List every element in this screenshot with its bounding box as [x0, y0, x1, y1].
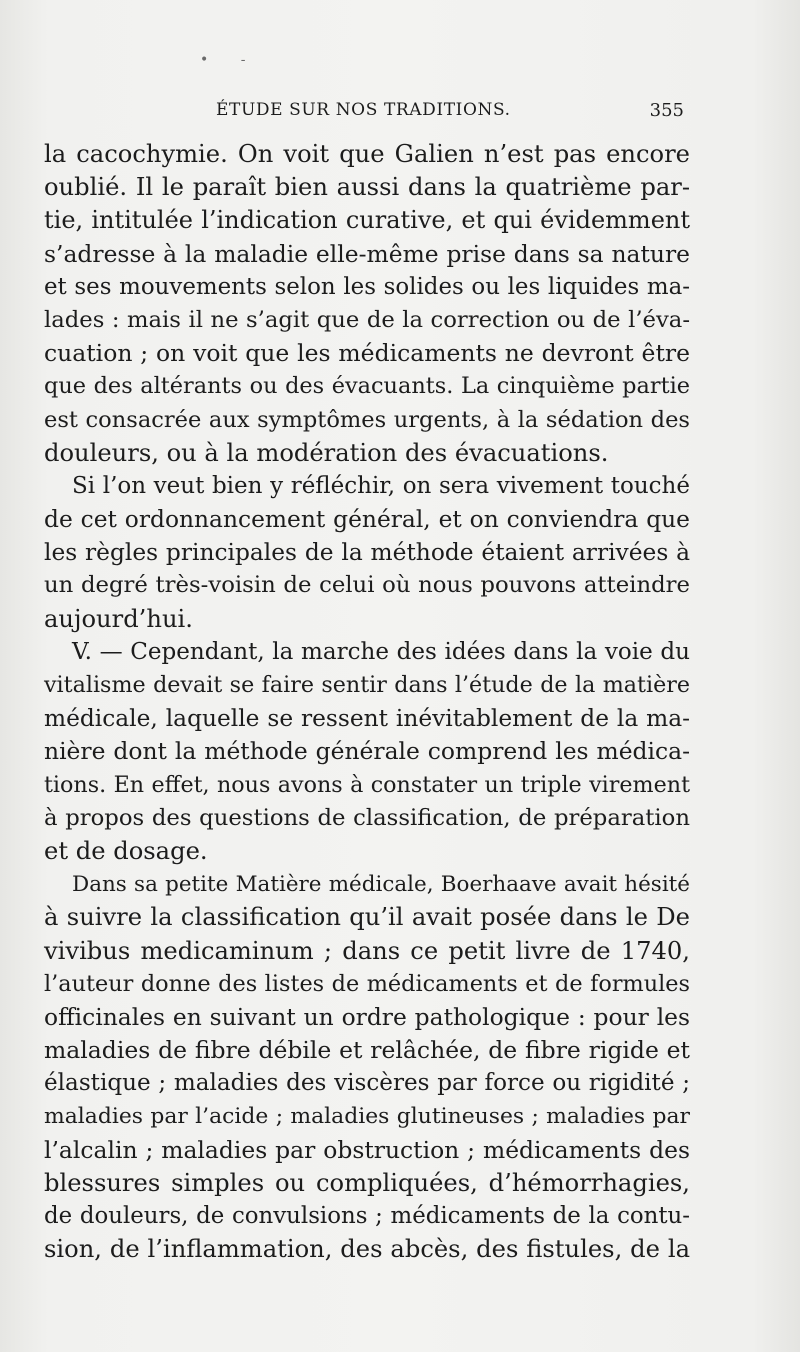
text-line: élastique ; maladies des viscères par force ou rigidité ; [44, 1070, 690, 1097]
text-line: un degré très-voisin de celui où nous pouvons atteindre [44, 572, 690, 599]
text-line: médicale, laquelle se ressent inévitablement de la ma- [44, 705, 690, 733]
text-line: cuation ; on voit que les médicaments ne devront être [44, 339, 690, 368]
text-line: et ses mouvements selon les solides ou les liquides ma- [44, 273, 690, 300]
text-line: maladies par l’acide ; maladies glutineuses ; maladies par [44, 1104, 690, 1130]
text-line: la cacochymie. On voit que Galien n’est pas encore [44, 140, 690, 168]
text-line: tions. En effet, nous avons à constater un triple virement [44, 771, 690, 798]
text-line: oublié. Il le paraît bien aussi dans la quatrième par- [44, 173, 690, 202]
text-line: aujourd’hui. [44, 604, 193, 633]
text-line: tie, intitulée l’indication curative, et qui évidemment [44, 206, 690, 235]
text-line: lades : mais il ne s’agit que de la correction ou de l’éva- [44, 306, 690, 333]
text-line: à suivre la classification qu’il avait posée dans le De [44, 903, 690, 932]
page-header [44, 100, 684, 128]
body-text [44, 138, 690, 1266]
text-line: l’auteur donne des listes de médicaments et de formules [44, 970, 690, 997]
text-line: vitalisme devait se faire sentir dans l’étude de la matière [44, 672, 690, 698]
text-line: maladies de fibre débile et relâchée, de fibre rigide et [44, 1036, 690, 1065]
text-line: et de dosage. [44, 836, 208, 865]
text-line: sion, de l’inflammation, des abcès, des fistules, de la [44, 1235, 690, 1264]
text-line: officinales en suivant un ordre pathologique : pour les [44, 1002, 690, 1031]
text-line: à propos des questions de classification, de préparation [44, 804, 690, 831]
text-line: de cet ordonnancement général, et on conviendra que [44, 505, 690, 534]
text-line: s’adresse à la maladie elle-même prise dans sa nature [44, 239, 690, 268]
text-line: les règles principales de la méthode étaient arrivées à [44, 539, 690, 567]
text-line: est consacrée aux symptômes urgents, à la sédation des [44, 406, 690, 433]
text-line: blessures simples ou compliquées, d’hémorrhagies, [44, 1168, 690, 1197]
text-line: Dans sa petite Matière médicale, Boerhaave avait hésité [72, 872, 690, 898]
text-line: l’alcalin ; maladies par obstruction ; médicaments des [44, 1135, 690, 1164]
print-marks: • - [200, 52, 260, 68]
text-line: de douleurs, de convulsions ; médicaments de la contu- [44, 1203, 690, 1229]
text-line: nière dont la méthode générale comprend les médica- [44, 737, 690, 766]
text-line: douleurs, ou à la modération des évacuations. [44, 438, 609, 467]
text-line: Si l’on veut bien y réfléchir, on sera vivement touché [72, 472, 690, 499]
page-number: 355 [649, 100, 684, 121]
text-line: vivibus medicaminum ; dans ce petit livre de 1740, [44, 936, 690, 965]
text-line: que des altérants ou des évacuants. La cinquième partie [44, 373, 690, 400]
text-line: V. — Cependant, la marche des idées dans la voie du [72, 638, 690, 665]
running-title: ÉTUDE SUR NOS TRADITIONS. [216, 100, 511, 120]
